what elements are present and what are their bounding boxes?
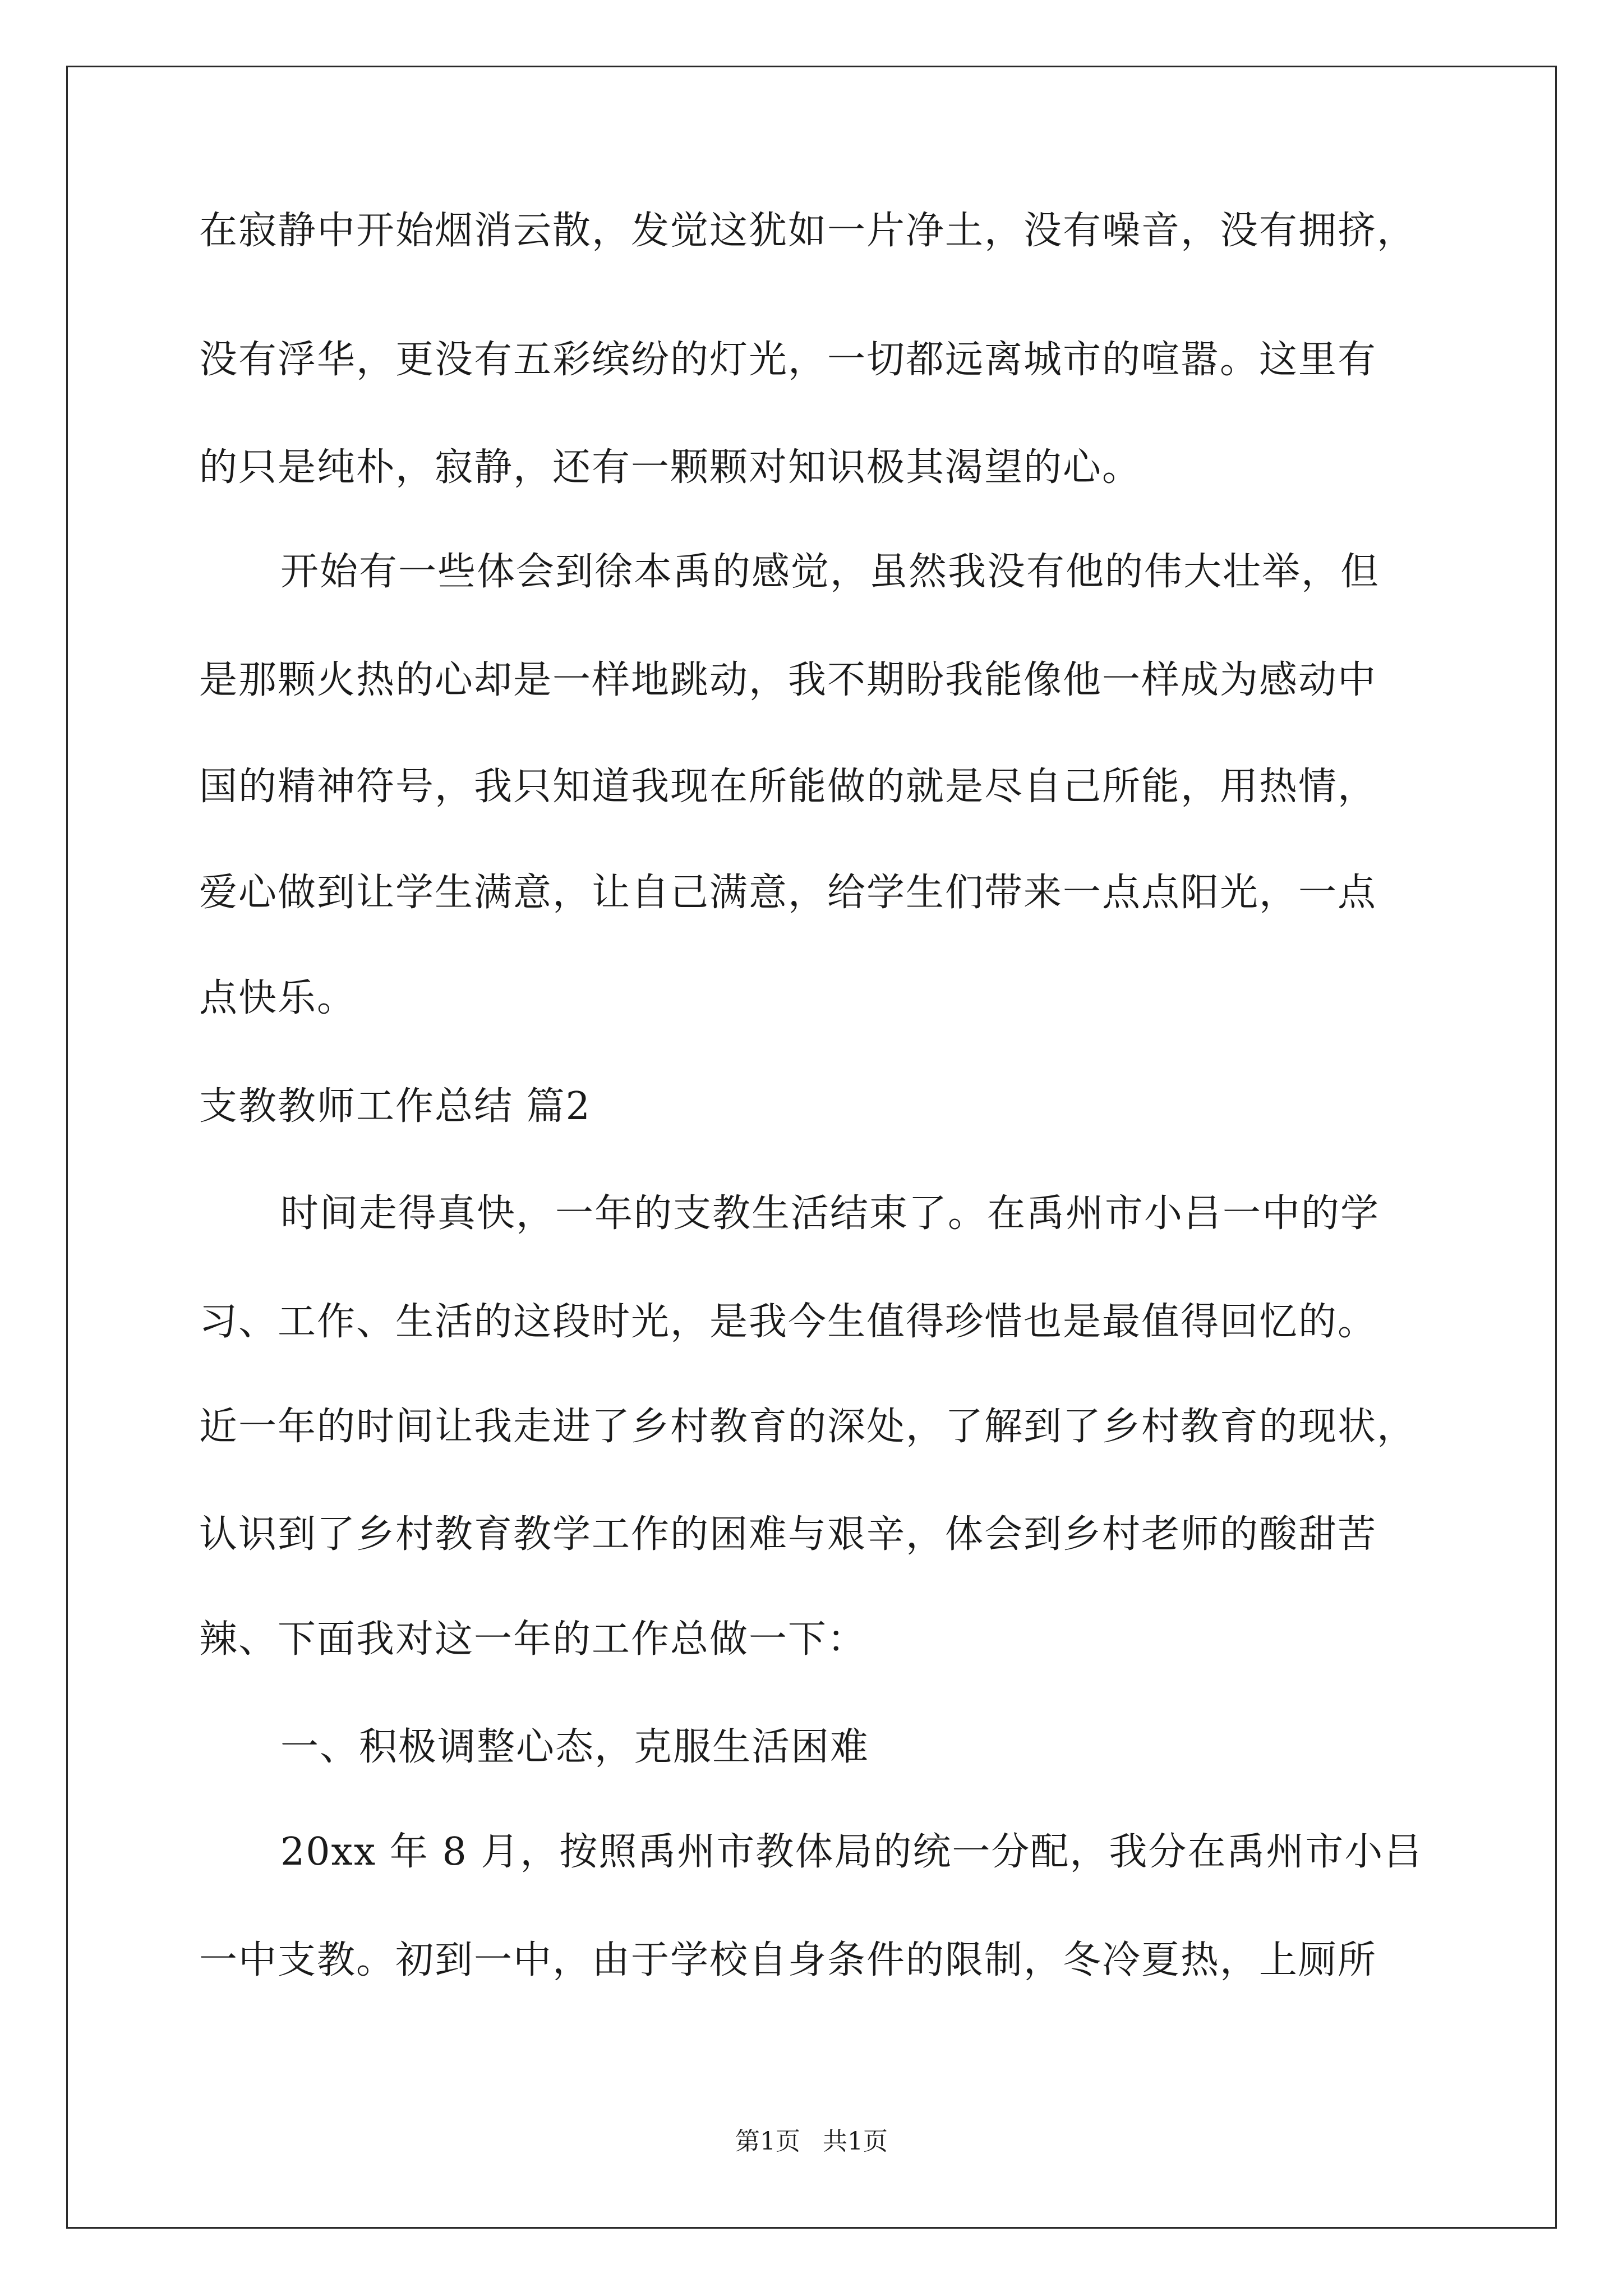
text-line: 辣、下面我对这一年的工作总做一下： <box>199 1617 867 1662</box>
text-line: 点快乐。 <box>199 976 357 1020</box>
page-border <box>66 66 1557 2229</box>
text-line: 是那颗火热的心却是一样地跳动，我不期盼我能像他一样成为感动中 <box>199 658 1377 702</box>
text-line: 20xx 年 8 月，按照禹州市教体局的统一分配，我分在禹州市小吕 <box>280 1830 1423 1874</box>
text-line: 习、工作、生活的这段时光，是我今生值得珍惜也是最值得回忆的。 <box>199 1300 1377 1344</box>
page-number: 第1页 <box>735 2127 800 2156</box>
text-line: 国的精神符号，我只知道我现在所能做的就是尽自己所能，用热情， <box>199 765 1377 809</box>
text-line: 认识到了乡村教育教学工作的困难与艰辛，体会到乡村老师的酸甜苦 <box>199 1512 1377 1557</box>
section-heading: 支教教师工作总结 篇2 <box>199 1084 591 1129</box>
page-total: 共1页 <box>823 2127 888 2156</box>
subsection-heading: 一、积极调整心态，克服生活困难 <box>280 1725 870 1769</box>
text-line: 时间走得真快，一年的支教生活结束了。在禹州市小吕一中的学 <box>280 1191 1380 1236</box>
page-footer <box>0 2126 1623 2157</box>
text-line: 开始有一些体会到徐本禹的感觉，虽然我没有他的伟大壮举，但 <box>280 550 1380 594</box>
text-line: 在寂静中开始烟消云散，发觉这犹如一片净土，没有噪音，没有拥挤， <box>199 209 1417 253</box>
text-line: 没有浮华，更没有五彩缤纷的灯光，一切都远离城市的喧嚣。这里有 <box>199 338 1377 382</box>
text-line: 近一年的时间让我走进了乡村教育的深处，了解到了乡村教育的现状， <box>199 1405 1417 1449</box>
text-line: 的只是纯朴，寂静，还有一颗颗对知识极其渴望的心。 <box>199 445 1142 490</box>
text-line: 一中支教。初到一中，由于学校自身条件的限制，冬冷夏热，上厕所 <box>199 1938 1377 1982</box>
text-line: 爱心做到让学生满意，让自己满意，给学生们带来一点点阳光，一点 <box>199 871 1377 915</box>
